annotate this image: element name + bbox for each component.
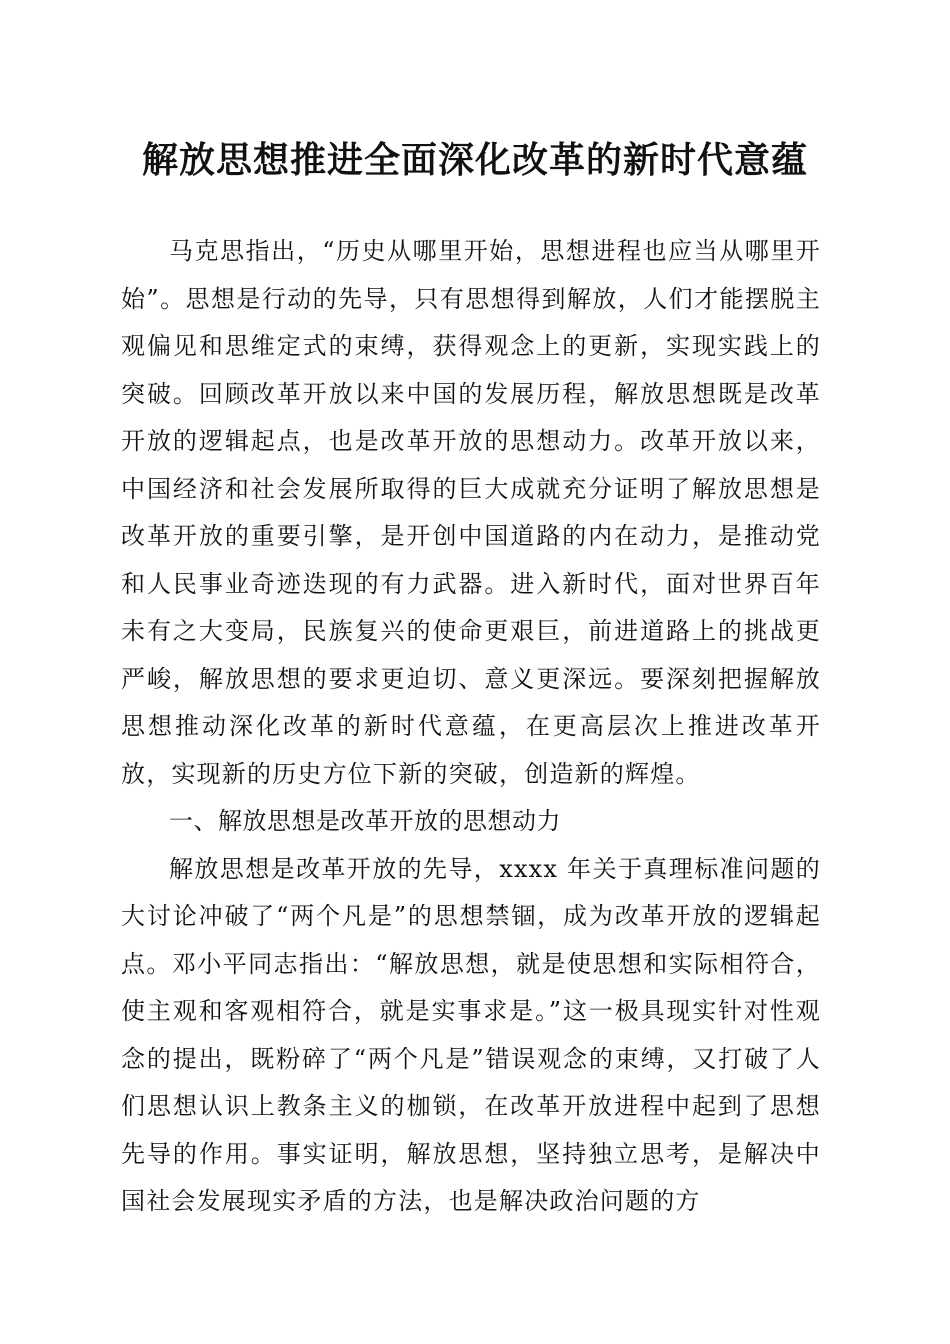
- document-title: 解放思想推进全面深化改革的新时代意蕴: [141, 139, 808, 181]
- section-1-paragraph: 解放思想是改革开放的先导，xxxx 年关于真理标准问题的大讨论冲破了“两个凡是”的思想禁锢，成为改革开放的逻辑起点。邓小平同志指出：“解放思想，就是使思想和实际相符合，使主观和客观相符合，就是实事求是。”这一极具现实针对性观念的提出，既粉碎了“两个凡是”错误观念的束缚，又打破了人们思想认识上教条主义的枷锁，在改革开放进程中起到了思想先导的作用。事实证明，解放思想，坚持独立思考，是解决中国社会发展现实矛盾的方法，也是解决政治问题的方: [121, 854, 821, 1215]
- section-heading-1: 一、解放思想是改革开放的思想动力: [169, 807, 561, 835]
- document-body: [121, 228, 821, 1226]
- intro-paragraph: 马克思指出，“历史从哪里开始，思想进程也应当从哪里开始”。思想是行动的先导，只有思想得到解放，人们才能摆脱主观偏见和思维定式的束缚，获得观念上的更新，实现实践上的突破。回顾改革开放以来中国的发展历程，解放思想既是改革开放的逻辑起点，也是改革开放的思想动力。改革开放以来，中国经济和社会发展所取得的巨大成就充分证明了解放思想是改革开放的重要引擎，是开创中国道路的内在动力，是推动党和人民事业奇迹迭现的有力武器。进入新时代，面对世界百年未有之大变局，民族复兴的使命更艰巨，前进道路上的挑战更严峻，解放思想的要求更迫切、意义更深远。要深刻把握解放思想推动深化改革的新时代意蕴，在更高层次上推进改革开放，实现新的历史方位下新的突破，创造新的辉煌。: [121, 237, 821, 788]
